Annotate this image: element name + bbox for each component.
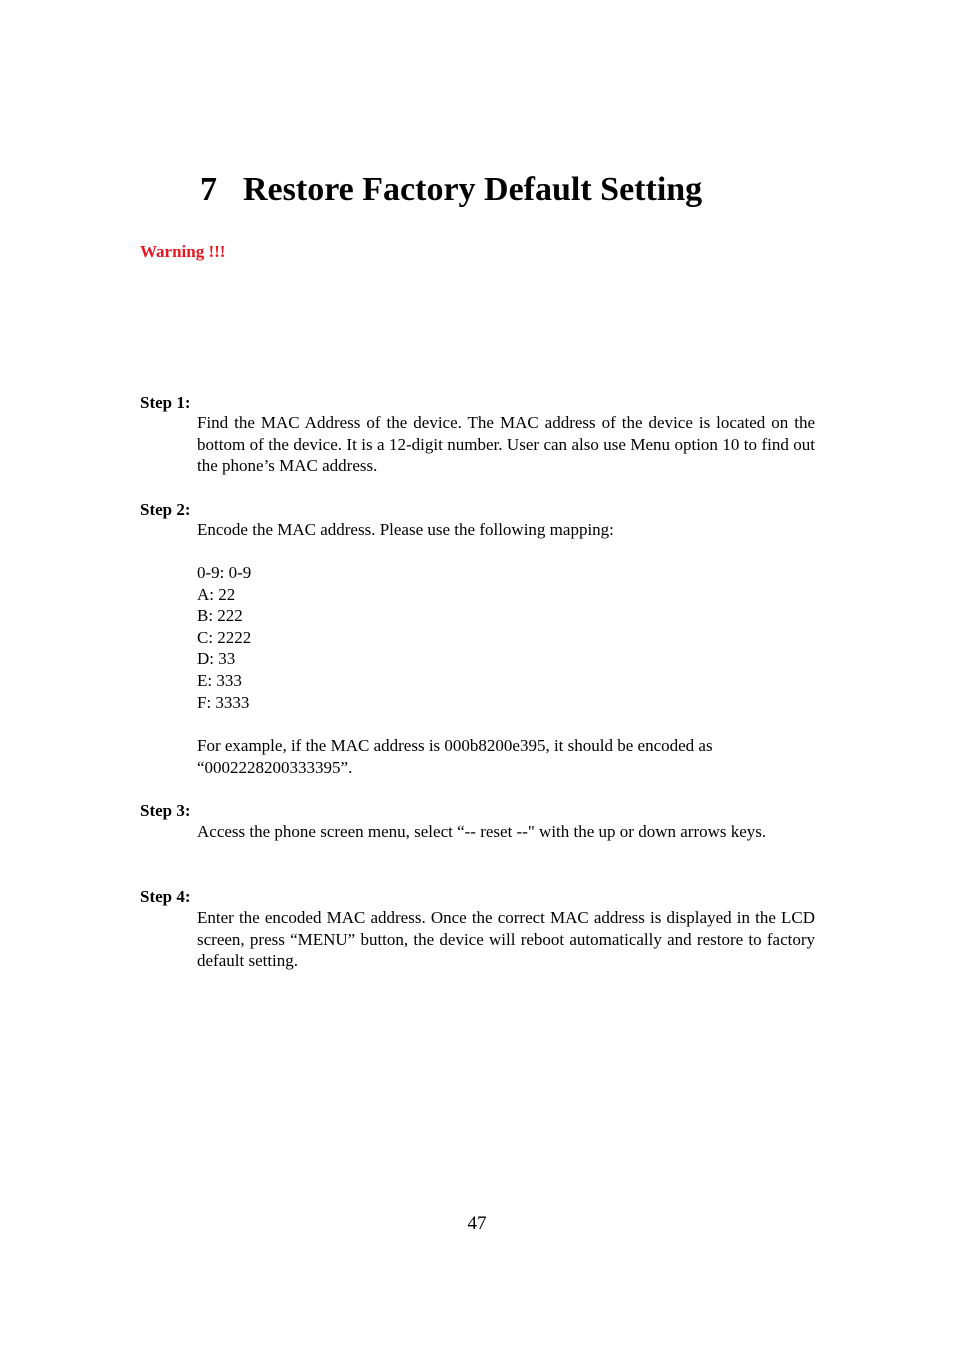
- page-title: [200, 168, 702, 212]
- mapping-item: A: 22: [197, 584, 236, 604]
- step-3-label: Step 3:: [140, 801, 191, 820]
- step-2-example-line-1: For example, if the MAC address is 000b8200e395, it should be encoded as: [197, 736, 713, 755]
- step-2-label: Step 2:: [140, 500, 191, 519]
- mapping-item: F: 3333: [197, 692, 250, 712]
- mapping-item: E: 333: [197, 670, 242, 690]
- step-1-label: Step 1:: [140, 393, 191, 412]
- step-4-text: Enter the encoded MAC address. Once the correct MAC address is displayed in the LCD screen, press “MENU” button, the device will reboot automatically and restore to factory default setting.: [197, 908, 815, 970]
- mapping-item: C: 2222: [197, 627, 252, 647]
- step-2-example-line-2: “0002228200333395”.: [197, 758, 353, 777]
- section-number: 7: [200, 171, 217, 208]
- encoding-mapping-list: [197, 562, 251, 713]
- mapping-item: 0-9: 0-9: [197, 563, 252, 582]
- warning-label: Warning !!!: [140, 242, 226, 261]
- page-number: 47: [467, 1213, 487, 1234]
- mapping-item: D: 33: [197, 649, 236, 669]
- section-title-text: Restore Factory Default Setting: [243, 171, 703, 208]
- mapping-item: B: 222: [197, 606, 243, 626]
- step-4-label: Step 4:: [140, 887, 191, 906]
- step-3-text: Access the phone screen menu, select “-- reset --" with the up or down arrows keys.: [197, 822, 767, 841]
- step-2-intro: Encode the MAC address. Please use the following mapping:: [197, 520, 614, 539]
- step-1-text: Find the MAC Address of the device. The MAC address of the device is located on the bottom of the device. It is a 12-digit number. User can also use Menu option 10 to find out the phone’s MAC address.: [197, 413, 815, 475]
